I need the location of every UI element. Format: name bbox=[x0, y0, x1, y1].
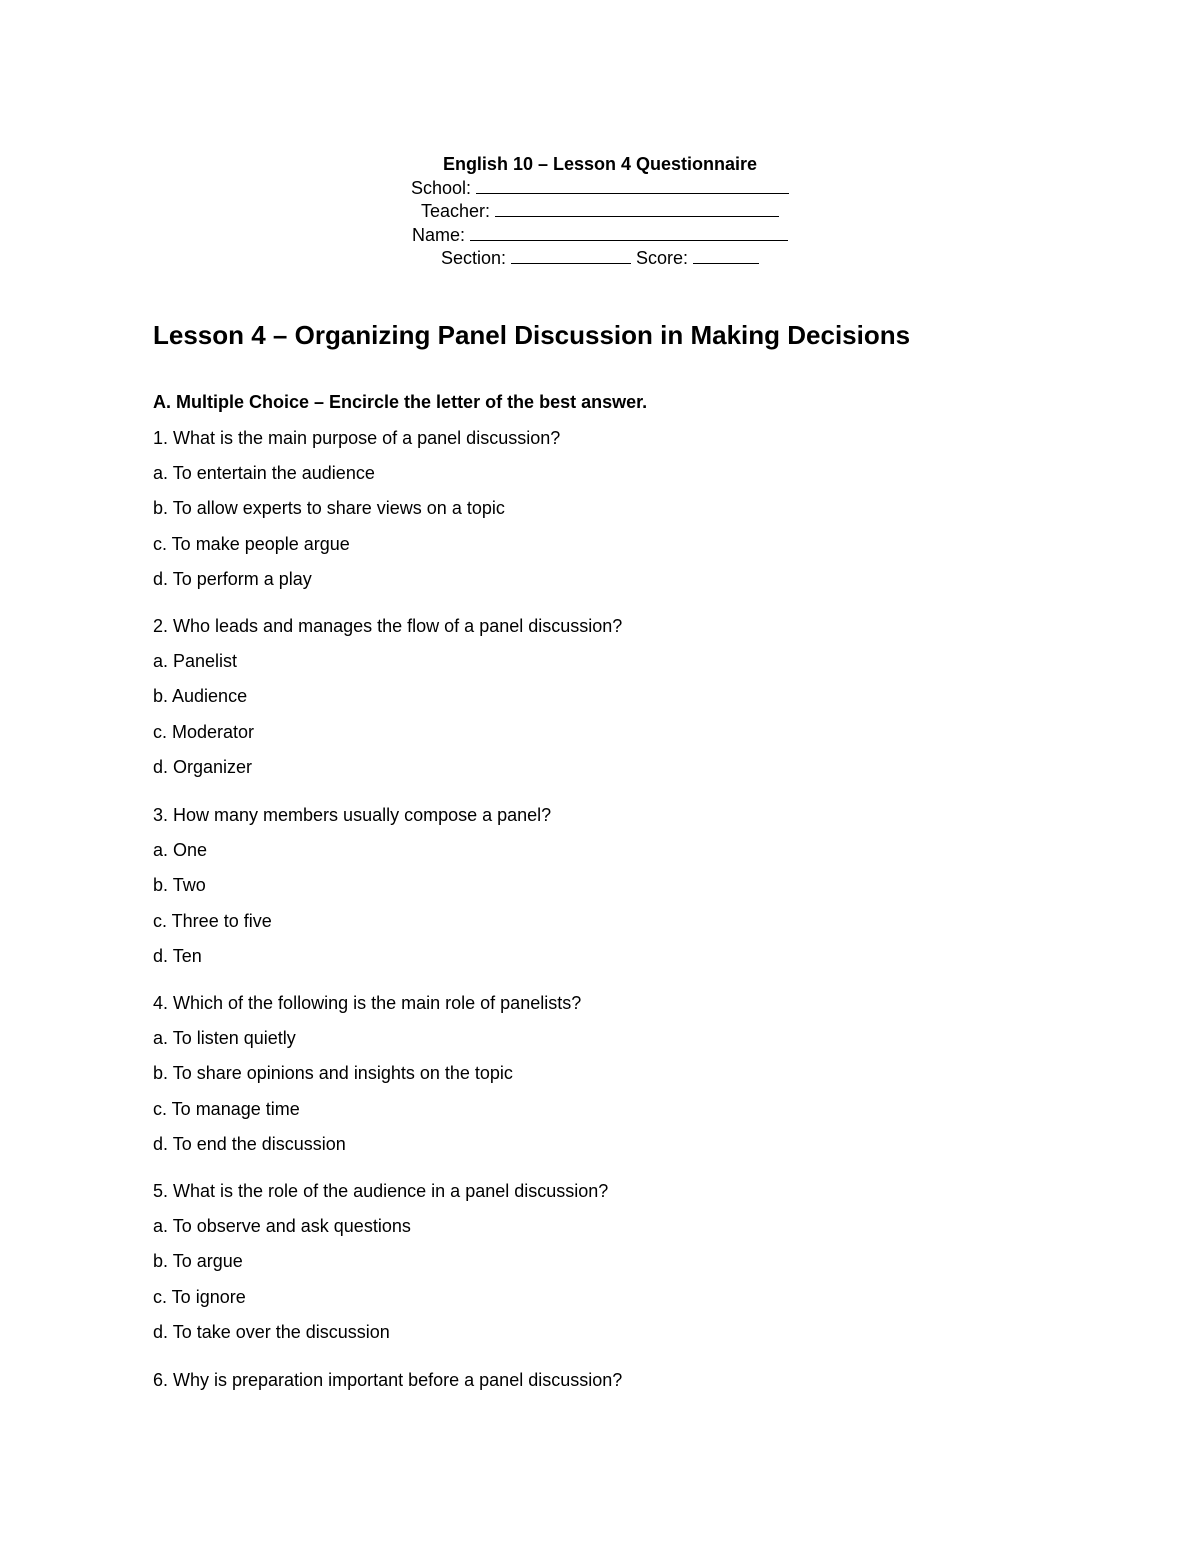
question-2: 2. Who leads and manages the flow of a panel discussion? bbox=[153, 616, 623, 636]
question-4-option-d: d. To end the discussion bbox=[153, 1134, 346, 1154]
lesson-title: Lesson 4 – Organizing Panel Discussion in Making Decisions bbox=[153, 320, 911, 350]
question-6: 6. Why is preparation important before a panel discussion? bbox=[153, 1370, 623, 1390]
question-3-option-b: b. Two bbox=[153, 875, 206, 895]
teacher-blank-line bbox=[495, 200, 779, 217]
question-5-option-a: a. To observe and ask questions bbox=[153, 1216, 411, 1236]
question-3-option-c: c. Three to five bbox=[153, 911, 272, 931]
section-a-heading: A. Multiple Choice – Encircle the letter of the best answer. bbox=[153, 392, 648, 412]
teacher-label: Teacher: bbox=[420, 201, 491, 221]
question-3: 3. How many members usually compose a panel? bbox=[153, 805, 552, 825]
question-1: 1. What is the main purpose of a panel discussion? bbox=[153, 428, 561, 448]
teacher-row bbox=[0, 200, 1200, 224]
section-score-row bbox=[0, 247, 1200, 271]
document-title: English 10 – Lesson 4 Questionnaire bbox=[442, 154, 758, 174]
question-2-option-c: c. Moderator bbox=[153, 722, 255, 742]
question-4-option-b: b. To share opinions and insights on the topic bbox=[153, 1063, 513, 1083]
question-5-option-b: b. To argue bbox=[153, 1251, 243, 1271]
question-5-option-c: c. To ignore bbox=[153, 1287, 246, 1307]
section-label: Section: bbox=[440, 248, 506, 268]
question-1-option-c: c. To make people argue bbox=[153, 534, 350, 554]
question-5-option-d: d. To take over the discussion bbox=[153, 1322, 390, 1342]
section-blank-line bbox=[511, 247, 631, 264]
document-header bbox=[0, 153, 1200, 271]
question-4-option-a: a. To listen quietly bbox=[153, 1028, 296, 1048]
question-2-option-d: d. Organizer bbox=[153, 757, 253, 777]
name-label: Name: bbox=[411, 224, 465, 245]
school-blank-line bbox=[476, 177, 789, 194]
question-1-option-a: a. To entertain the audience bbox=[153, 463, 375, 483]
question-4-option-c: c. To manage time bbox=[153, 1099, 300, 1119]
question-3-option-a: a. One bbox=[153, 840, 208, 860]
question-2-option-a: a. Panelist bbox=[153, 651, 238, 671]
school-label: School: bbox=[410, 177, 472, 198]
name-row bbox=[0, 224, 1200, 248]
school-row bbox=[0, 177, 1200, 201]
name-blank-line bbox=[470, 224, 788, 241]
question-1-option-d: d. To perform a play bbox=[153, 569, 312, 589]
question-1-option-b: b. To allow experts to share views on a topic bbox=[153, 498, 505, 518]
question-4: 4. Which of the following is the main role of panelists? bbox=[153, 993, 582, 1013]
score-label: Score: bbox=[636, 248, 689, 268]
question-5: 5. What is the role of the audience in a panel discussion? bbox=[153, 1181, 609, 1201]
score-blank-line bbox=[693, 247, 759, 264]
question-2-option-b: b. Audience bbox=[153, 686, 248, 706]
question-3-option-d: d. Ten bbox=[153, 946, 202, 966]
